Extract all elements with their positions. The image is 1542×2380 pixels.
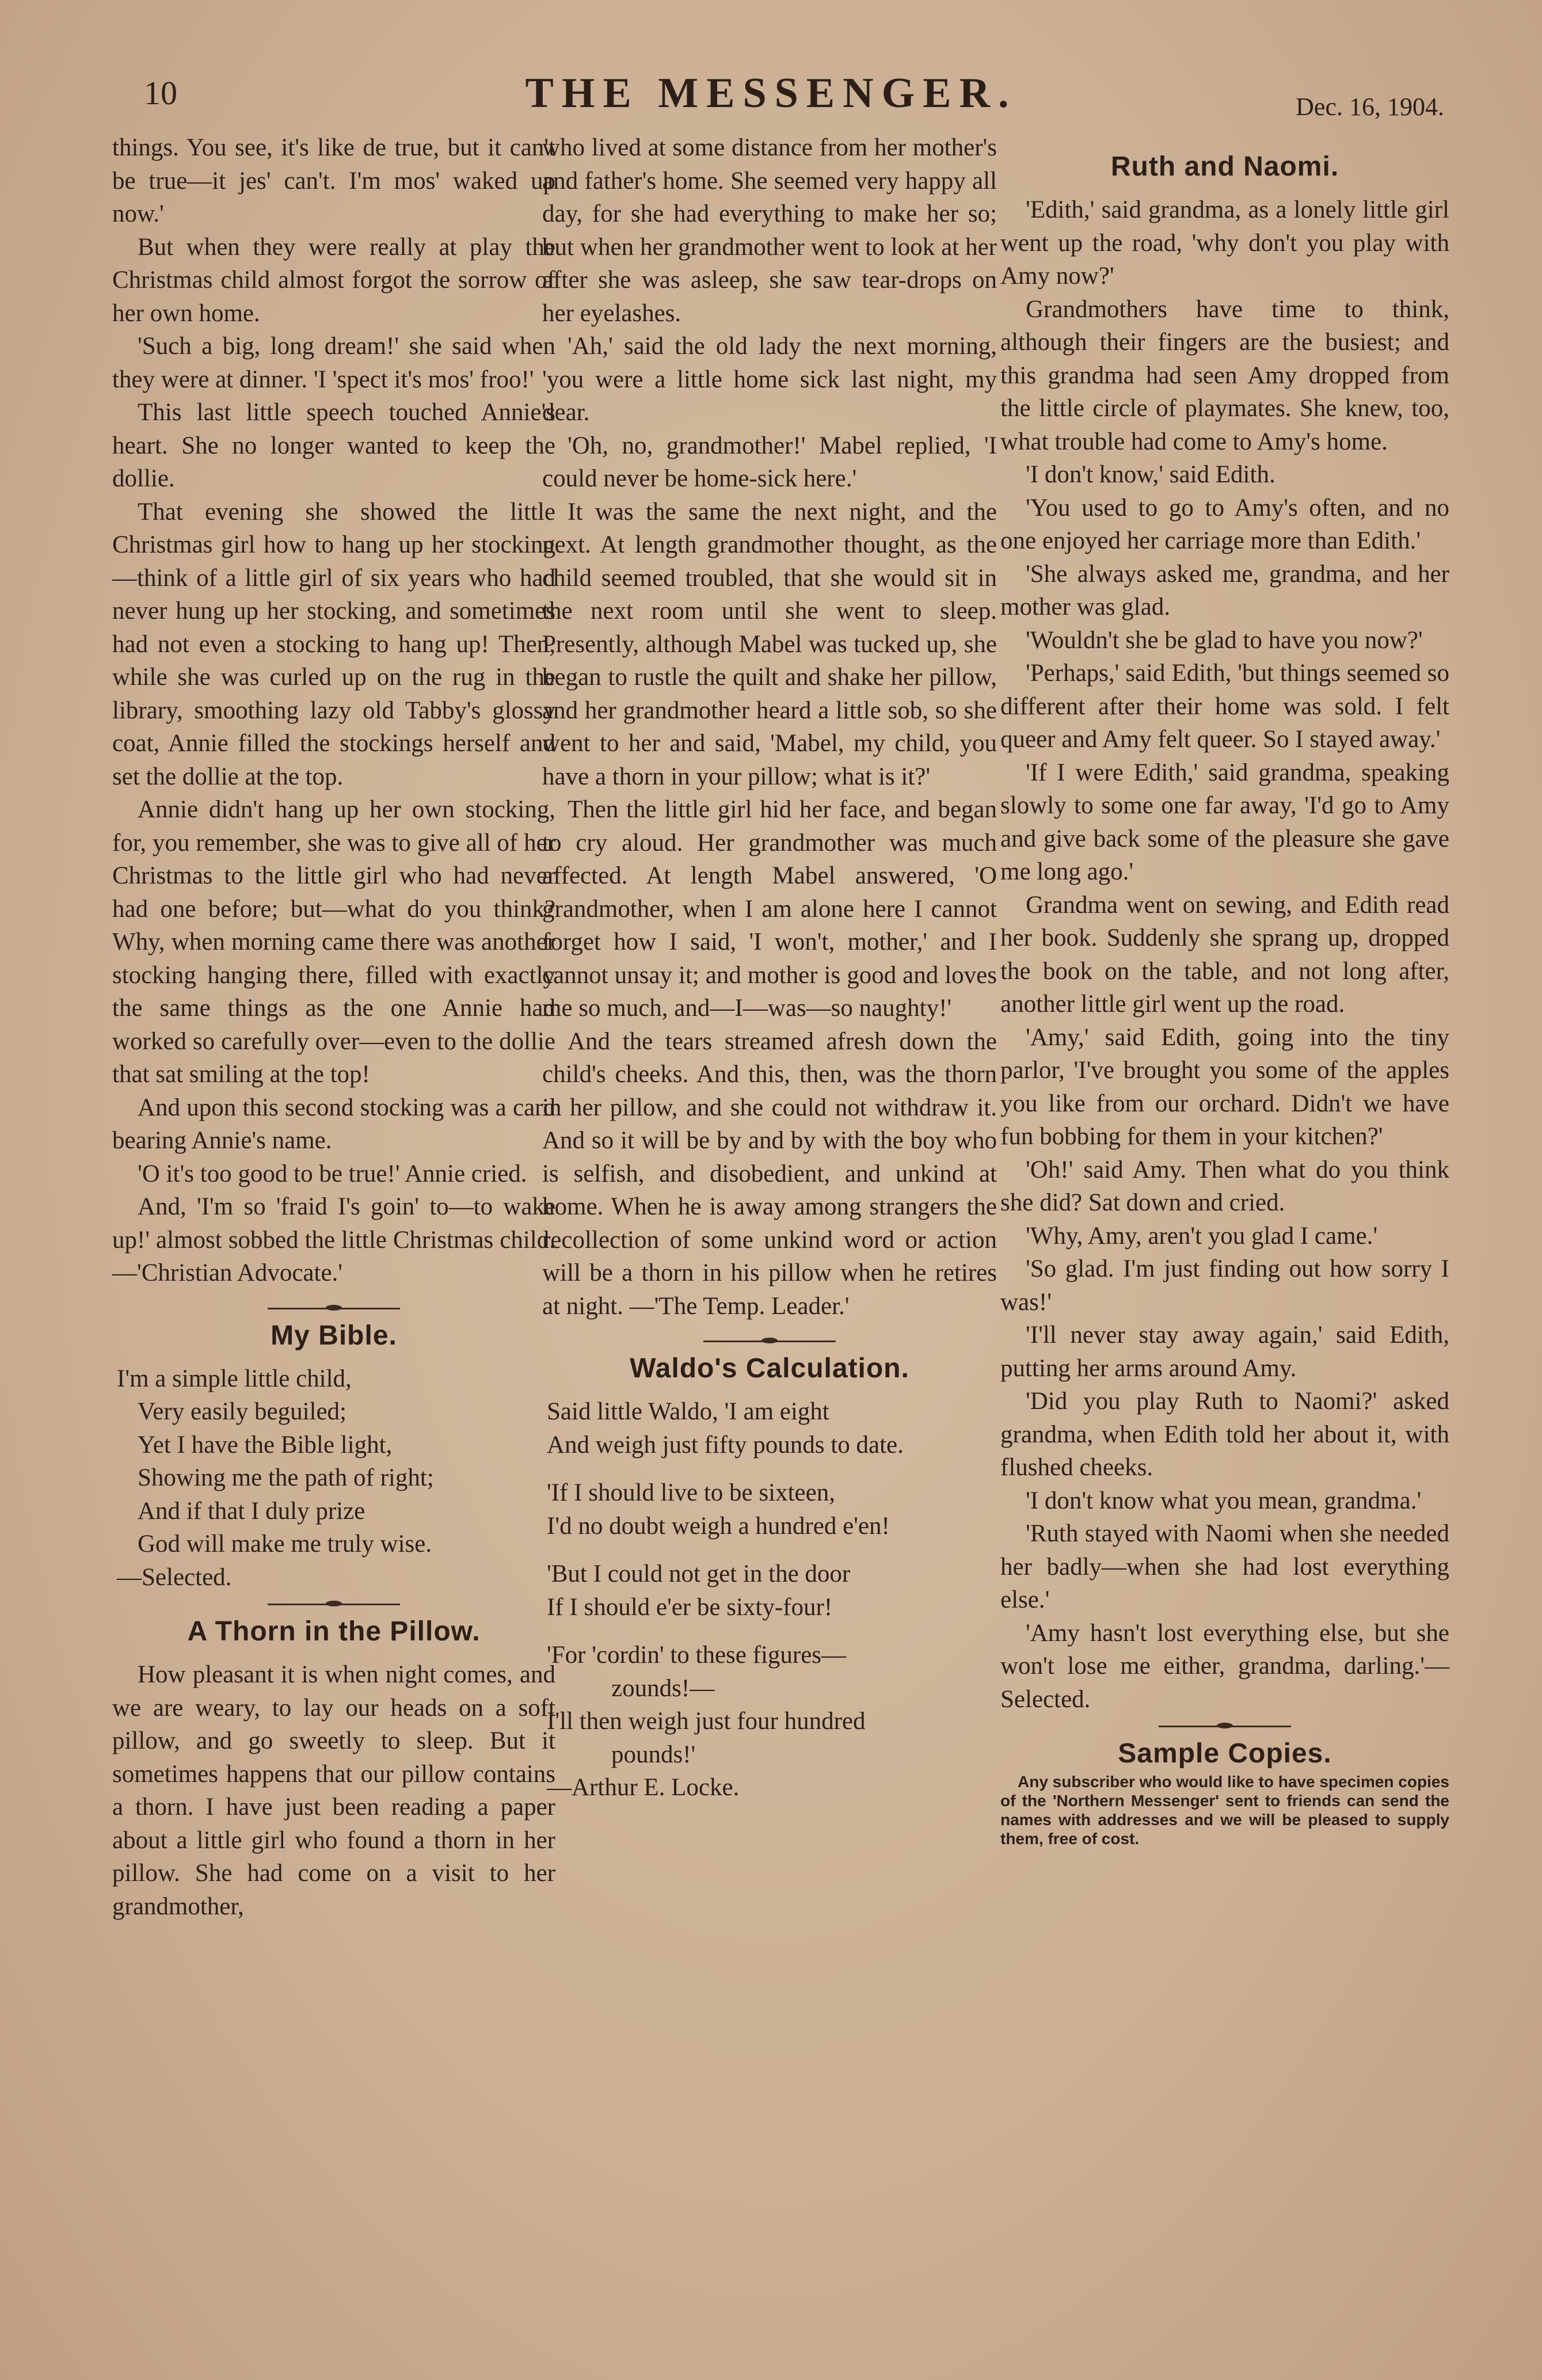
paragraph: And upon this second stocking was a card bearing Annie's name. xyxy=(112,1094,555,1154)
paragraph: But when they were really at play the Christmas child almost forgot the sorrow of her own home. xyxy=(112,233,555,327)
paragraph: Grandma went on sewing, and Edith read her book. Suddenly she sprang up, dropped the book on the table, and not long after, another little girl went up the road. xyxy=(1000,891,1449,1018)
paragraph: 'Wouldn't she be glad to have you now?' xyxy=(1026,626,1423,654)
poem-line: And if that I duly prize xyxy=(138,1497,365,1525)
paragraph: 'I'll never stay away again,' said Edith, putting her arms around Amy. xyxy=(1000,1322,1449,1382)
paragraph: 'Oh, no, grandmother!' Mabel replied, 'I could never be home-sick here.' xyxy=(542,432,997,492)
paragraph: 'I don't know,' said Edith. xyxy=(1026,461,1276,488)
article-title-thorn: A Thorn in the Pillow. xyxy=(187,1616,481,1647)
poem-line: 'But I could not get in the door xyxy=(547,1560,851,1587)
poem-attribution: —Selected. xyxy=(117,1563,232,1591)
paragraph: 'Perhaps,' said Edith, 'but things seemed so different after their home was sold. I felt queer and Amy felt queer. So I stayed away.' xyxy=(1000,660,1449,753)
sample-copies-notice xyxy=(1000,1772,1449,1848)
poem-line: Yet I have the Bible light, xyxy=(138,1431,393,1459)
poem-title-my-bible: My Bible. xyxy=(271,1320,397,1351)
paragraph: Grandmothers have time to think, although their fingers are the busiest; and this grandma had seen Amy dropped from the little circle of playmates. She knew, too, what trouble had come to Amy's home. xyxy=(1000,295,1449,455)
paragraph: 'Amy hasn't lost everything else, but she won't lose me either, grandma, darling.'—Selected. xyxy=(1000,1619,1449,1713)
column-3 xyxy=(1000,131,1449,1848)
page-number: 10 xyxy=(144,74,177,112)
poem-line: God will make me truly wise. xyxy=(138,1530,432,1558)
poem-line: zounds!— xyxy=(611,1674,715,1702)
section-divider xyxy=(1000,1716,1449,1735)
paragraph: And the tears streamed afresh down the child's cheeks. And this, then, was the thorn in her pillow, and she could not withdraw it. And so it will be by and by with the boy who is selfish, and disobedient, and unkind at home. When he is away among strangers the recollection of some unkind word or action will be a thorn in his pillow when he retires at night. —'The Temp. Leader.' xyxy=(542,1027,997,1320)
poem-line: If I should e'er be sixty-four! xyxy=(547,1593,833,1621)
paragraph: 'If I were Edith,' said grandma, speaking slowly to some one far away, 'I'd go to Amy and give back some of the pleasure she gave me long ago.' xyxy=(1000,759,1449,885)
paragraph: Then the little girl hid her face, and began to cry aloud. Her grandmother was much affected. At length Mabel answered, 'O grandmother, when I am alone here I cannot forget how I said, 'I won't, mother,' and I cannot unsay it; and mother is good and loves me so much, and—I—was—so naughty!' xyxy=(542,796,997,1022)
paragraph: How pleasant it is when night comes, and we are weary, to lay our heads on a soft pillow, and go sweetly to sleep. But it sometimes happens that our pillow contains a thorn. I have just been reading a paper about a little girl who found a thorn in her pillow. She had come on a visit to her grandmother, xyxy=(112,1661,555,1920)
poem-line: I'd no doubt weigh a hundred e'en! xyxy=(547,1512,890,1540)
poem-line: Said little Waldo, 'I am eight xyxy=(547,1398,829,1425)
paragraph: 'Edith,' said grandma, as a lonely little girl went up the road, 'why don't you play with Amy now?' xyxy=(1000,196,1449,290)
notice-text: Any subscriber who would like to have specimen copies of the 'Northern Messenger' sent to friends can send the names with addresses and we will be pleased to supply them, free of cost. xyxy=(1000,1773,1449,1848)
paragraph: 'You used to go to Amy's often, and no one enjoyed her carriage more than Edith.' xyxy=(1000,494,1449,554)
poem-waldo xyxy=(542,1395,997,1804)
paragraph: 'I don't know what you mean, grandma.' xyxy=(1026,1487,1422,1514)
page-header xyxy=(0,69,1542,132)
column-1 xyxy=(112,131,555,1923)
poem-line: I'm a simple little child, xyxy=(117,1365,352,1392)
poem-line: I'll then weigh just four hundred xyxy=(547,1708,866,1735)
paragraph: 'Why, Amy, aren't you glad I came.' xyxy=(1026,1222,1378,1250)
notice-title-sample-copies: Sample Copies. xyxy=(1118,1738,1332,1769)
paragraph: It was the same the next night, and the next. At length grandmother thought, as the child seemed troubled, that she would sit in the next room until she went to sleep. Presently, although Mabel was tucked up, she began to rustle the quilt and shake her pillow, and her grandmother heard a little sob, so she went to her and said, 'Mabel, my child, you have a thorn in your pillow; what is it?' xyxy=(542,498,997,790)
poem-line: And weigh just fifty pounds to date. xyxy=(547,1431,904,1459)
poem-attribution: —Arthur E. Locke. xyxy=(547,1774,740,1801)
paragraph: things. You see, it's like de true, but it can't be true—it jes' can't. I'm mos' waked up now.' xyxy=(112,134,555,227)
paragraph: 'Such a big, long dream!' she said when they were at dinner. 'I 'spect it's mos' froo!' xyxy=(112,333,555,393)
paragraph: That evening she showed the little Christmas girl how to hang up her stocking—think of a little girl of six years who had never hung up her stocking, and sometimes had not even a stocking to hang up! Then, while she was curled up on the rug in the library, smoothing lazy old Tabby's glossy coat, Annie filled the stockings herself and set the dollie at the top. xyxy=(112,498,555,790)
paragraph: who lived at some distance from her mother's and father's home. She seemed very happy all day, for she had everything to make her so; but when her grandmother went to look at her after she was asleep, she saw tear-drops on her eyelashes. xyxy=(542,134,997,327)
paragraph: Annie didn't hang up her own stocking, for, you remember, she was to give all of her Christmas to the little girl who had never had one before; but—what do you think? Why, when morning came there was another stocking hanging there, filled with exactly the same things as the one Annie had worked so carefully over—even to the dollie that sat smiling at the top! xyxy=(112,796,555,1088)
poem-line: 'If I should live to be sixteen, xyxy=(547,1479,835,1506)
paragraph: 'Did you play Ruth to Naomi?' asked grandma, when Edith told her about it, with flushed cheeks. xyxy=(1000,1388,1449,1481)
paragraph: 'Amy,' said Edith, going into the tiny parlor, 'I've brought you some of the apples you like from our orchard. Didn't we have fun bobbing for them in your kitchen?' xyxy=(1000,1023,1449,1150)
section-divider xyxy=(542,1331,997,1350)
poem-line: 'For 'cordin' to these figures— xyxy=(547,1642,847,1669)
paragraph: 'Ruth stayed with Naomi when she needed her badly—when she had lost everything else.' xyxy=(1000,1520,1449,1613)
section-divider xyxy=(112,1594,555,1613)
poem-title-waldo: Waldo's Calculation. xyxy=(630,1353,909,1384)
poem-line: Showing me the path of right; xyxy=(138,1464,434,1491)
section-divider xyxy=(112,1298,555,1317)
paragraph: This last little speech touched Annie's heart. She no longer wanted to keep the dollie. xyxy=(112,399,555,492)
poem-my-bible xyxy=(112,1362,555,1594)
paragraph: And, 'I'm so 'fraid I's goin' to—to wake up!' almost sobbed the little Christmas child.—'Christian Advocate.' xyxy=(112,1193,555,1286)
paragraph: 'So glad. I'm just finding out how sorry I was!' xyxy=(1000,1255,1449,1316)
paragraph: 'Ah,' said the old lady the next morning, 'you were a little home sick last night, my dear. xyxy=(542,333,997,426)
article-title-ruth-naomi: Ruth and Naomi. xyxy=(1110,151,1339,182)
poem-line: Very easily beguiled; xyxy=(138,1398,347,1425)
poem-line: pounds!' xyxy=(611,1741,696,1768)
paragraph: 'She always asked me, grandma, and her mother was glad. xyxy=(1000,560,1449,620)
masthead-title: THE MESSENGER. xyxy=(525,70,1017,117)
column-2 xyxy=(542,131,997,1804)
issue-date: Dec. 16, 1904. xyxy=(1296,93,1444,121)
paragraph: 'O it's too good to be true!' Annie cried. xyxy=(138,1160,527,1187)
paragraph: 'Oh!' said Amy. Then what do you think she did? Sat down and cried. xyxy=(1000,1156,1449,1216)
